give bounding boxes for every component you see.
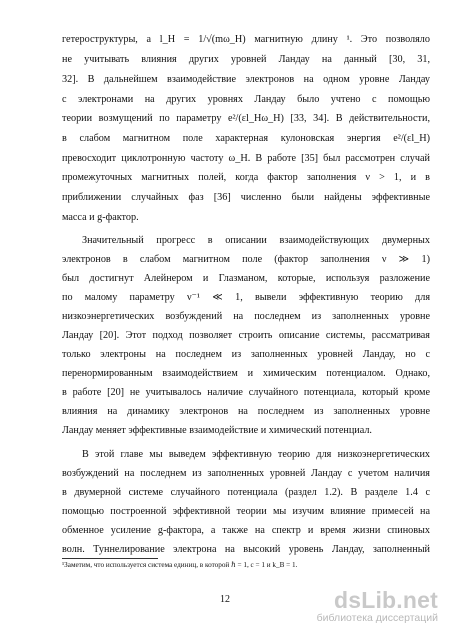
text-line: В этой главе мы выведем эффективную теорию для низкоэнергетических (82, 449, 430, 460)
text-line: в двумерной системе случайного потенциала (раздел 1.2). В разделе 1.4 с (62, 487, 430, 498)
text-line: теории возмущений по параметру e²/(εl_Hω_H) [33, 34]. В действительности, (62, 113, 430, 124)
text-line: был достигнут Алейнером и Глазманом, которые, используя разложение (62, 273, 430, 284)
text-line: масса и g-фактор. (62, 212, 139, 223)
text-line: 32]. В дальнейшем взаимодействие электронов на одном уровне Ландау (62, 74, 430, 85)
footnote: ¹Заметим, что используется система единиц, в которой ℏ = 1, c = 1 и k_B = 1. (62, 561, 298, 569)
footnote-rule (62, 558, 158, 559)
text-line: помощью построенной эффективной теории мы изучим влияние примесей на (62, 506, 430, 517)
text-line: с электронами на других уровнях Ландау было учтено с помощью (62, 94, 430, 105)
page-number: 12 (220, 594, 230, 605)
text-line: в слабом магнитном поле характерная кулоновская энергия e²/(εl_H) (62, 133, 430, 144)
text-line: Ландау [20]. Этот подход позволяет строить описание системы, рассматривая (62, 330, 430, 341)
text-line: Значительный прогресс в описании взаимодействующих двумерных (82, 235, 430, 246)
text-line: гетероструктуры, а l_H = 1/√(mω_H) магнитную длину ¹. Это позволяло (62, 34, 430, 45)
text-line: влияния на динамику электронов на последнем из заполненных уровне (62, 406, 430, 417)
watermark-tagline: библиотека диссертаций (316, 612, 438, 624)
watermark-brand: dsLib.net (333, 587, 438, 613)
text-line: не учитывать влияния других уровней Ландау на данный [30, 31, (62, 54, 430, 65)
text-line: по малому параметру ν⁻¹ ≪ 1, вывели эффективную теорию для (62, 292, 430, 303)
text-line: электронов в слабом магнитном поле (фактор заполнения ν ≫ 1) (62, 254, 430, 265)
text-line: только электроны на последнем из заполненных уровней Ландау, но с (62, 349, 430, 360)
text-line: обменное усиление g-фактора, а также на спектр и время жизни спиновых (62, 525, 430, 536)
text-line: низкоэнергетических возбуждений на последнем из заполненных уровне (62, 311, 430, 322)
text-line: волн. Туннелирование электрона на высокий уровень Ландау, заполненный (62, 544, 430, 555)
text-line: приближении случайных фаз [36] численно были найдены эффективные (62, 192, 430, 203)
watermark (288, 588, 438, 625)
text-line: Ландау меняет эффективные взаимодействие и химический потенциал. (62, 425, 372, 436)
text-line: в работе [20] не учитывалось наличие случайного потенциала, который кроме (62, 387, 430, 398)
text-line: возбуждений на последнем из заполненных уровней Ландау с учетом наличия (62, 468, 430, 479)
text-line: промежуточных магнитных полей, когда фактор заполнения ν > 1, и в (62, 172, 430, 183)
text-line: превосходит циклотронную частоту ω_H. В работе [35] был рассмотрен случай (62, 153, 430, 164)
text-line: перенормированным взаимодействием и химическим потенциалом. Однако, (62, 368, 430, 379)
